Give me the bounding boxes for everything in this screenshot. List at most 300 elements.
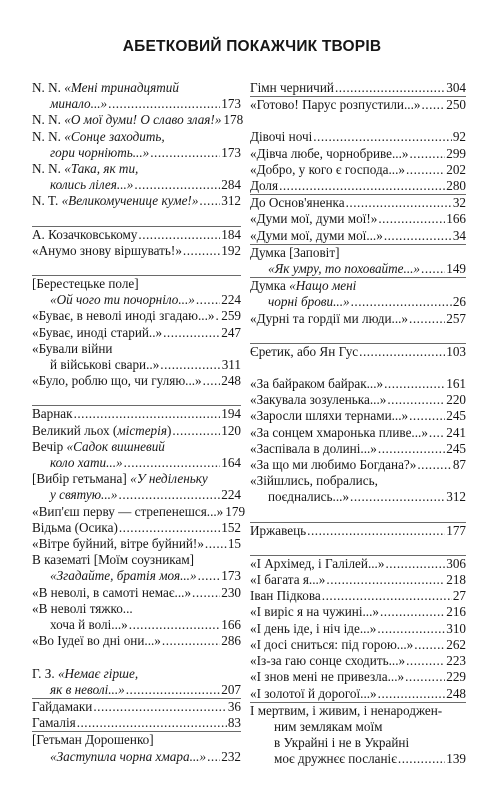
entry-title xyxy=(250,653,405,669)
entry-line xyxy=(32,112,244,128)
entry-title xyxy=(50,487,118,503)
entry-line xyxy=(250,441,466,457)
index-entry xyxy=(32,552,241,584)
entry-title xyxy=(32,325,162,341)
entry-line xyxy=(250,146,466,162)
entry-line xyxy=(32,503,246,520)
title-text: «Зійшлись, побрались, xyxy=(250,473,378,489)
title-text: «І золотої й дорогої...» xyxy=(250,685,377,701)
dot-leader xyxy=(216,308,221,324)
entry-title xyxy=(250,408,408,424)
entry-line xyxy=(32,341,241,357)
page-number: 139 xyxy=(446,751,466,767)
index-entry xyxy=(32,601,241,633)
page-number: 87 xyxy=(452,457,466,473)
dot-leader xyxy=(162,633,220,649)
index-entry xyxy=(250,244,466,277)
page-number: 26 xyxy=(452,294,466,310)
dot-leader xyxy=(421,97,445,113)
index-entry xyxy=(32,471,241,503)
entry-title xyxy=(32,341,112,357)
index-entry xyxy=(250,277,466,310)
entry-title xyxy=(274,719,382,735)
entry-line xyxy=(32,357,241,373)
entry-line xyxy=(250,719,466,735)
title-text: «І багата я...» xyxy=(250,572,326,588)
index-entry xyxy=(250,702,466,768)
index-entry xyxy=(32,275,241,308)
dot-leader xyxy=(322,588,452,604)
entry-title xyxy=(250,523,306,539)
title-text: поєднались...» xyxy=(268,489,350,505)
entry-title xyxy=(32,732,154,748)
entry-title xyxy=(250,278,356,294)
entry-line xyxy=(32,227,241,243)
page-number: 207 xyxy=(221,681,241,697)
page-number: 299 xyxy=(446,145,466,161)
dot-leader xyxy=(384,228,452,244)
entry-line xyxy=(250,523,466,539)
title-italic: «Мені тринадцятий xyxy=(64,80,179,95)
dot-leader xyxy=(279,178,445,194)
entry-title xyxy=(50,568,197,584)
title-italic: «Великомученице куме!» xyxy=(61,193,199,209)
entry-title xyxy=(274,735,409,751)
index-entry xyxy=(250,408,466,424)
page-number: 257 xyxy=(446,310,466,326)
title-text: «Анумо знову віршувать!» xyxy=(32,242,182,258)
page-number: 173 xyxy=(221,96,241,112)
section-gap xyxy=(32,650,241,666)
entry-line xyxy=(250,245,466,261)
index-entry xyxy=(250,457,466,473)
page-number: 161 xyxy=(446,376,466,392)
entry-title xyxy=(32,633,161,649)
entry-line xyxy=(32,568,241,584)
dot-leader xyxy=(409,311,445,327)
index-entry xyxy=(32,405,241,422)
dot-leader xyxy=(183,243,220,259)
index-entry xyxy=(250,194,466,211)
entry-line xyxy=(250,621,466,637)
entry-line xyxy=(250,294,466,310)
dot-leader xyxy=(198,568,221,584)
page-number: 248 xyxy=(446,685,466,701)
page-number: 306 xyxy=(446,555,466,571)
title-italic: «Нащо мені xyxy=(289,278,357,294)
title-italic: колись лілея...» xyxy=(50,177,134,193)
title-text: Г. З. xyxy=(32,665,58,681)
dot-leader xyxy=(192,585,220,601)
title-text: Гамалія xyxy=(32,715,76,731)
index-entry xyxy=(250,211,466,227)
dot-leader xyxy=(421,261,445,277)
entry-title xyxy=(50,177,133,193)
entry-title xyxy=(32,552,194,568)
entry-line xyxy=(32,633,241,649)
page-number: 15 xyxy=(227,536,241,552)
entry-line xyxy=(32,423,241,439)
title-text: Думка [Заповіт] xyxy=(250,244,340,260)
title-text: Гімн черничий xyxy=(250,80,334,95)
entry-title xyxy=(32,112,221,128)
index-entry xyxy=(32,439,241,471)
title-text: «Готово! Парус розпустили...» xyxy=(250,97,421,113)
dot-leader xyxy=(150,145,220,161)
entry-line xyxy=(32,455,241,471)
entry-title xyxy=(50,292,195,308)
index-entry xyxy=(250,555,466,572)
title-italic: «Ой чого ти почорніло...» xyxy=(50,292,195,308)
title-text: «Дурні та гордії ми люди...» xyxy=(250,310,409,326)
page-number: 164 xyxy=(221,455,241,471)
title-text: N. N. xyxy=(32,161,65,177)
entry-line xyxy=(32,193,241,209)
entry-title xyxy=(250,425,428,441)
entry-line xyxy=(250,408,466,424)
entry-line xyxy=(32,129,241,145)
index-entry xyxy=(250,473,466,505)
index-entry xyxy=(250,129,466,145)
entry-line xyxy=(250,80,466,96)
title-italic: «Така, як ти, xyxy=(64,161,139,177)
page-number: 192 xyxy=(221,242,241,258)
entry-title xyxy=(32,373,202,389)
title-text: «І виріс я на чужині...» xyxy=(250,604,379,620)
dot-leader xyxy=(196,292,220,308)
title-text: «Буває, иноді старий..» xyxy=(32,324,163,340)
dot-leader xyxy=(313,129,452,145)
title-italic: «Немає гірше, xyxy=(57,665,139,681)
title-text: ним землякам моїм xyxy=(274,718,383,734)
section-gap xyxy=(250,360,466,376)
index-entry xyxy=(32,536,241,552)
page-number: 248 xyxy=(221,373,241,389)
title-text: До Основ'яненка xyxy=(250,195,345,211)
title-text: «Во Іудеї во дні они...» xyxy=(32,633,161,649)
title-text: «І Архімед, і Галілей...» xyxy=(250,555,385,571)
entry-title xyxy=(50,617,128,633)
title-text: «Дівча любе, чорнобриве...» xyxy=(250,145,409,161)
page-number: 245 xyxy=(446,440,466,456)
dot-leader xyxy=(406,162,445,178)
title-text: «За байраком байрак...» xyxy=(250,376,384,392)
page-number: 232 xyxy=(221,748,241,764)
title-text: «Думи мої, думи мої!» xyxy=(250,211,378,227)
entry-line xyxy=(32,439,241,455)
index-entry xyxy=(250,572,466,588)
entry-title xyxy=(32,423,171,439)
entry-line xyxy=(250,489,466,505)
entry-title xyxy=(250,637,413,653)
index-entry xyxy=(32,698,241,715)
section-gap xyxy=(32,210,241,226)
title-text: й військові свари..» xyxy=(50,357,160,373)
page-number: 312 xyxy=(446,489,466,505)
dot-leader xyxy=(398,751,445,767)
entry-title xyxy=(250,178,278,194)
index-entry xyxy=(250,228,466,244)
entry-line xyxy=(250,129,466,145)
index-entry xyxy=(250,588,466,604)
section-gap xyxy=(32,389,241,405)
dot-leader xyxy=(380,604,445,620)
entry-line xyxy=(250,392,466,408)
entry-line xyxy=(250,653,466,669)
entry-title xyxy=(32,585,191,601)
index-entry xyxy=(32,666,241,698)
entry-line xyxy=(250,278,466,294)
entry-line xyxy=(250,195,466,211)
entry-line xyxy=(250,425,466,441)
page-number: 194 xyxy=(221,406,241,422)
index-entry xyxy=(32,112,244,128)
index-entry xyxy=(32,161,241,193)
index-entry xyxy=(250,637,466,653)
page-number: 149 xyxy=(446,261,466,277)
entry-title xyxy=(250,228,383,244)
entry-line xyxy=(32,749,241,765)
title-italic: «Сонце заходить, xyxy=(64,128,165,144)
entry-line xyxy=(32,308,241,324)
title-italic: як в неволі...» xyxy=(50,681,125,697)
title-text: «Вип'єш перву — стрепенешся...» xyxy=(32,503,224,519)
page-number: 230 xyxy=(221,584,241,600)
page-number: 173 xyxy=(221,568,241,584)
entry-line xyxy=(250,178,466,194)
entry-line xyxy=(32,471,241,487)
entry-line xyxy=(32,177,241,193)
page-number: 152 xyxy=(221,519,241,535)
index-entry xyxy=(32,341,241,373)
title-italic: містерія xyxy=(117,422,167,438)
dot-leader xyxy=(377,621,445,637)
index-entry xyxy=(32,325,241,341)
page-number: 224 xyxy=(221,292,241,308)
title-italic: «У неділеньку xyxy=(130,471,208,487)
index-entry xyxy=(32,715,241,731)
title-text: Дівочі ночі xyxy=(250,129,313,145)
page-number: 83 xyxy=(227,715,241,731)
title-text: А. Козачковському xyxy=(32,226,138,242)
entry-line xyxy=(250,376,466,392)
entry-title xyxy=(250,392,386,408)
dot-leader xyxy=(199,193,220,209)
entry-line xyxy=(32,682,241,698)
page-number: 223 xyxy=(446,653,466,669)
page-number: 184 xyxy=(221,226,241,242)
entry-title xyxy=(250,572,325,588)
entry-line xyxy=(32,732,241,748)
entry-title xyxy=(250,457,416,473)
entry-title xyxy=(32,520,118,536)
dot-leader xyxy=(126,682,220,698)
title-text: ) xyxy=(166,422,172,438)
entry-line xyxy=(250,344,466,360)
index-entry xyxy=(32,243,241,259)
entry-line xyxy=(32,601,241,617)
entry-title xyxy=(250,686,377,702)
entry-line xyxy=(32,161,241,177)
entry-line xyxy=(250,228,466,244)
dot-leader xyxy=(160,357,220,373)
index-entry xyxy=(250,162,466,178)
entry-line xyxy=(250,637,466,653)
entry-line xyxy=(32,487,241,503)
dot-leader xyxy=(124,455,221,471)
dot-leader xyxy=(385,556,445,572)
entry-title xyxy=(32,193,198,209)
entry-title xyxy=(250,588,321,604)
page-number: 32 xyxy=(452,195,466,211)
entry-title xyxy=(250,245,340,261)
entry-line xyxy=(32,520,241,536)
dot-leader xyxy=(384,376,445,392)
title-text: «І день іде, і ніч іде...» xyxy=(250,620,377,636)
entry-title xyxy=(32,276,139,292)
page-title: АБЕТКОВИЙ ПОКАЖЧИК ТВОРІВ xyxy=(122,38,382,55)
dot-leader xyxy=(129,617,220,633)
title-text: Думка xyxy=(250,278,290,294)
entry-title xyxy=(250,97,420,113)
dot-leader xyxy=(409,408,445,424)
index-entry xyxy=(250,343,466,360)
title-text: «За сонцем хмаронька пливе...» xyxy=(250,424,428,440)
index-entry xyxy=(250,96,466,113)
title-text: хоча й волі...» xyxy=(50,617,128,633)
entry-title xyxy=(50,145,149,161)
entry-line xyxy=(250,162,466,178)
page-number: 218 xyxy=(446,572,466,588)
dot-leader xyxy=(417,457,451,473)
title-italic: «Заступила чорна хмара...» xyxy=(50,748,207,764)
entry-title xyxy=(250,441,377,457)
entry-title xyxy=(32,129,165,145)
page-number: 311 xyxy=(221,357,241,373)
title-text: Іван Підкова xyxy=(250,588,321,604)
title-text: «Думи мої, думи мої...» xyxy=(250,227,383,243)
entry-line xyxy=(32,96,241,112)
title-text: «Буває, в неволі иноді згадаю...» xyxy=(32,308,215,324)
dot-leader xyxy=(406,653,445,669)
dot-leader xyxy=(205,536,227,552)
entry-title xyxy=(250,129,312,145)
entry-line xyxy=(250,457,466,473)
dot-leader xyxy=(119,520,220,536)
dot-leader xyxy=(74,406,221,422)
entry-line xyxy=(32,145,241,161)
index-column-left xyxy=(32,80,246,765)
entry-line xyxy=(32,585,241,601)
dot-leader xyxy=(346,195,452,211)
entry-title xyxy=(50,455,123,471)
section-gap xyxy=(32,259,241,275)
title-text: «І досі сниться: під горою...» xyxy=(250,636,414,652)
entry-line xyxy=(32,617,241,633)
entry-title xyxy=(250,211,377,227)
entry-title xyxy=(32,308,215,324)
index-column-right xyxy=(250,80,466,768)
title-italic: «О мої думи! О славо злая!» xyxy=(64,112,222,128)
entry-line xyxy=(32,552,241,568)
entry-line xyxy=(250,572,466,588)
index-entry xyxy=(250,669,466,685)
title-text: Доля xyxy=(250,178,279,194)
page-number: 36 xyxy=(227,698,241,714)
index-entry xyxy=(32,633,241,649)
entry-title xyxy=(32,715,76,731)
title-italic: «Як умру, то поховайте...» xyxy=(268,261,421,277)
page-number: 241 xyxy=(446,424,466,440)
title-text: Гайдамаки xyxy=(32,698,93,714)
index-entry xyxy=(250,522,466,539)
title-text: Відьма (Осика) xyxy=(32,519,118,535)
entry-title xyxy=(50,682,125,698)
dot-leader xyxy=(108,96,220,112)
title-text: Варнак xyxy=(32,406,73,422)
page-number: 286 xyxy=(221,633,241,649)
entry-title xyxy=(32,161,138,177)
page-number: 216 xyxy=(446,604,466,620)
dot-leader xyxy=(163,325,220,341)
page-number: 247 xyxy=(221,324,241,340)
index-entry xyxy=(32,373,241,389)
dot-leader xyxy=(378,686,446,702)
index-entry xyxy=(250,178,466,194)
title-text: «Заросли шляхи тернами...» xyxy=(250,408,409,424)
page-number: 284 xyxy=(221,177,241,193)
page-number: 120 xyxy=(221,422,241,438)
entry-title xyxy=(250,669,404,685)
title-italic: у святую...» xyxy=(50,487,118,503)
title-text: Єретик, або Ян Гус xyxy=(250,343,359,359)
dot-leader xyxy=(93,699,226,715)
entry-title xyxy=(32,80,179,96)
page-number: 245 xyxy=(446,408,466,424)
entry-title xyxy=(32,227,137,243)
entry-title xyxy=(274,751,397,767)
title-italic: гори чорніють...» xyxy=(50,144,150,160)
title-text: «Заспівала в долині...» xyxy=(250,440,377,456)
title-italic: чорні брови...» xyxy=(268,294,350,310)
page-number: 310 xyxy=(446,620,466,636)
dot-leader xyxy=(429,425,445,441)
dot-leader xyxy=(207,749,220,765)
dot-leader xyxy=(351,294,452,310)
title-italic: минало...» xyxy=(50,96,108,112)
entry-line xyxy=(250,604,466,620)
dot-leader xyxy=(414,637,445,653)
entry-title xyxy=(32,471,208,487)
section-gap xyxy=(250,506,466,522)
page-number: 173 xyxy=(221,144,241,160)
entry-line xyxy=(250,211,466,227)
page-number: 166 xyxy=(221,617,241,633)
index-entry xyxy=(32,503,246,520)
title-text: в Украйні і не в Украйні xyxy=(274,735,410,751)
entry-line xyxy=(250,735,466,751)
title-text: моє дружнєє посланіє xyxy=(274,751,397,767)
page-number: 259 xyxy=(221,308,241,324)
entry-line xyxy=(32,406,241,422)
page-number: 224 xyxy=(221,487,241,503)
index-entry xyxy=(32,308,241,324)
entry-title xyxy=(50,357,159,373)
title-text: «Було, роблю що, чи гуляю...» xyxy=(32,373,202,389)
entry-title xyxy=(50,749,206,765)
index-entry xyxy=(250,441,466,457)
page-number: 220 xyxy=(446,392,466,408)
